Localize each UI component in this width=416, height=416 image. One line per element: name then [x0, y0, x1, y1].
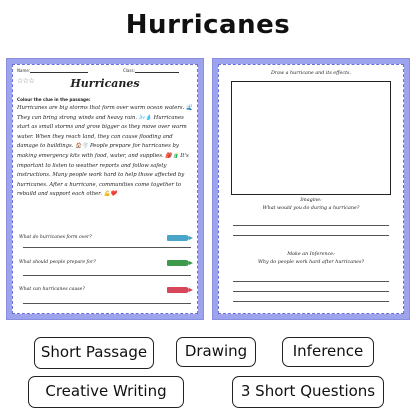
answer-line-1 — [23, 247, 191, 248]
page-title: Hurricanes — [125, 10, 291, 40]
worksheet-activity-page — [212, 58, 410, 320]
passage-text: Hurricanes are big storms that form over warm ocean waters. 🌊 They can bring strong winds and heavy rain. 🌬️💧 Hurricanes start as small storms and grow bigger as they move over warm water. When they reach land, they can cause flooding and damage to buildings. 🏠🌪️ People prepare for hurricanes by making emergency kits with food, water, and supplies. 🎒🧃 It's important to listen to weather reports and follow safety instructions. Many people work hard to help those affected by hurricanes. After a hurricane, communities come together to rebuild and support each other. 💪❤️ — [17, 105, 193, 198]
class-field: Class: — [123, 68, 179, 73]
passage-instruction: Colour the clue in the passage: — [17, 97, 91, 102]
question-1: What do hurricanes form over? — [19, 235, 92, 240]
worksheet-passage-page — [6, 58, 204, 320]
inference-question: Why do people work hard after hurricanes? — [257, 260, 365, 265]
passage-title: Hurricanes — [70, 77, 140, 90]
name-class-header — [17, 68, 193, 76]
question-3: What can hurricanes cause? — [19, 287, 85, 292]
tag-creative-writing: Creative Writing — [28, 376, 184, 408]
tag-drawing: Drawing — [176, 337, 256, 367]
crayon-icon-blue — [167, 235, 189, 241]
inference-label: Make an Inference: — [287, 252, 335, 257]
inference-line-3 — [233, 301, 389, 302]
tag-short-passage: Short Passage — [34, 337, 154, 369]
tag-inference: Inference — [282, 337, 374, 367]
tag-3-short-questions: 3 Short Questions — [232, 376, 384, 408]
imagine-label: Imagine: — [300, 198, 322, 203]
imagine-line-1 — [233, 225, 389, 226]
question-2: What should people prepare for? — [19, 260, 96, 265]
inference-line-2 — [233, 291, 389, 292]
draw-instruction: Draw a hurricane and its effects. — [271, 71, 351, 76]
imagine-line-2 — [233, 235, 389, 236]
passage-page-inner — [12, 64, 198, 314]
inference-line-1 — [233, 281, 389, 282]
name-field: Name: — [17, 68, 88, 73]
drawing-box — [231, 81, 391, 195]
answer-line-2 — [23, 275, 191, 276]
crayon-icon-red — [167, 287, 189, 293]
activity-page-inner — [218, 64, 404, 314]
answer-line-3 — [23, 303, 191, 304]
imagine-question: What would you do during a hurricane? — [262, 206, 360, 211]
rating-stars-icon: ☆☆☆ — [17, 77, 35, 85]
crayon-icon-green — [167, 260, 189, 266]
